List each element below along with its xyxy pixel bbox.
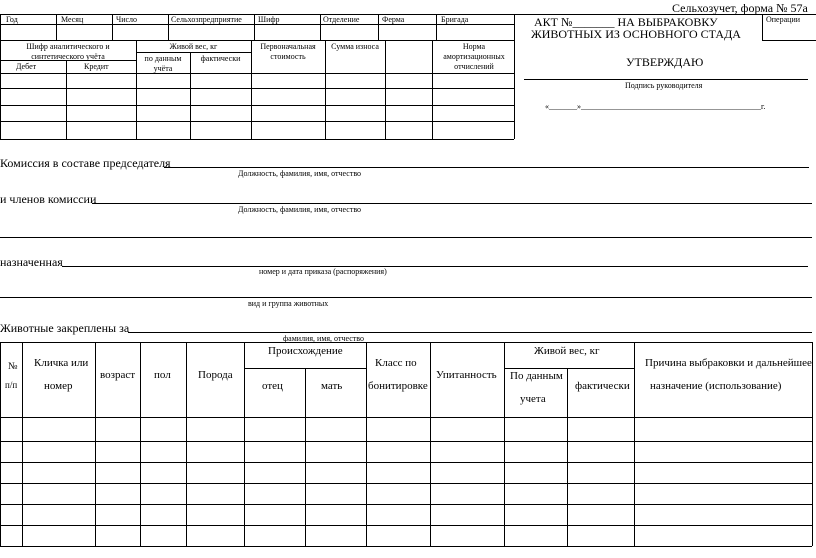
commission-chair-label: Комиссия в составе председателя: [0, 156, 171, 170]
nick-header-1: Кличка или: [34, 357, 89, 369]
sex-header: пол: [154, 369, 171, 381]
date-line: «_______»_____________________________________________г.: [545, 102, 766, 111]
approve-label: УТВЕРЖДАЮ: [626, 55, 704, 69]
nick-header-2: номер: [44, 380, 73, 392]
live-weight-header: Живой вес, кг: [169, 42, 218, 51]
act-title-line2: ЖИВОТНЫХ ИЗ ОСНОВНОГО СТАДА: [531, 27, 741, 41]
class-header-1: Класс по: [375, 357, 417, 369]
members-hint: Должность, фамилия, имя, отчество: [238, 205, 362, 214]
hdr-farm: Ферма: [382, 15, 405, 24]
signature-label: Подпись руководителя: [625, 81, 703, 90]
actual-header: фактически: [200, 54, 241, 63]
by-data-header-1: По данным: [510, 370, 563, 382]
assigned-hint: фамилия, имя, отчество: [283, 334, 364, 343]
hdr-month: Месяц: [61, 15, 84, 24]
num-header-2: п/п: [5, 380, 18, 390]
hdr-day: Число: [116, 15, 138, 24]
debet-header: Дебет: [16, 62, 37, 71]
norm-header: Норма амортизационных отчислений: [443, 42, 505, 71]
animal-kind-hint: вид и группа животных: [248, 299, 329, 308]
mother-header: мать: [321, 380, 343, 392]
depreciation-header: Сумма износа: [331, 42, 379, 51]
initial-cost-header: Первоначальная стоимость: [260, 42, 316, 61]
order-hint: номер и дата приказа (распоряжения): [259, 267, 387, 276]
hdr-code: Шифр: [258, 15, 280, 24]
class-header-2: бонитировке: [368, 380, 428, 392]
assigned-to-label: Животные закреплены за: [0, 321, 130, 335]
hdr-department: Отделение: [323, 15, 360, 24]
operations-label: Операции: [766, 15, 801, 24]
form-title: Сельхозучет, форма № 57а: [672, 1, 808, 15]
kredit-header: Кредит: [84, 62, 109, 71]
fatness-header: Упитанность: [436, 369, 497, 381]
num-header: №: [8, 361, 18, 372]
by-accounting-header: по данным учёта: [144, 54, 182, 73]
commission-members-label: и членов комиссии: [0, 192, 97, 206]
shifr-group-header: Шифр аналитического и синтетического учёта: [26, 42, 110, 61]
act-title-line1: АКТ №_______ НА ВЫБРАКОВКУ: [534, 15, 718, 29]
by-data-header-2: учета: [520, 393, 546, 405]
actual-header-bottom: фактически: [575, 380, 630, 392]
age-header: возраст: [100, 369, 136, 381]
reason-header-2: назначение (использование): [650, 380, 782, 392]
reason-header-1: Причина выбраковки и дальнейшее: [645, 357, 812, 369]
appointed-label: назначенная: [0, 255, 63, 269]
origin-header: Происхождение: [268, 345, 343, 357]
hdr-enterprise: Сельхозпредприятие: [171, 15, 242, 24]
hdr-year: Год: [6, 15, 18, 24]
father-header: отец: [262, 380, 283, 392]
hdr-brigade: Бригада: [441, 15, 469, 24]
breed-header: Порода: [198, 369, 233, 381]
live-weight-header-bottom: Живой вес, кг: [534, 345, 600, 357]
chair-hint: Должность, фамилия, имя, отчество: [238, 169, 362, 178]
